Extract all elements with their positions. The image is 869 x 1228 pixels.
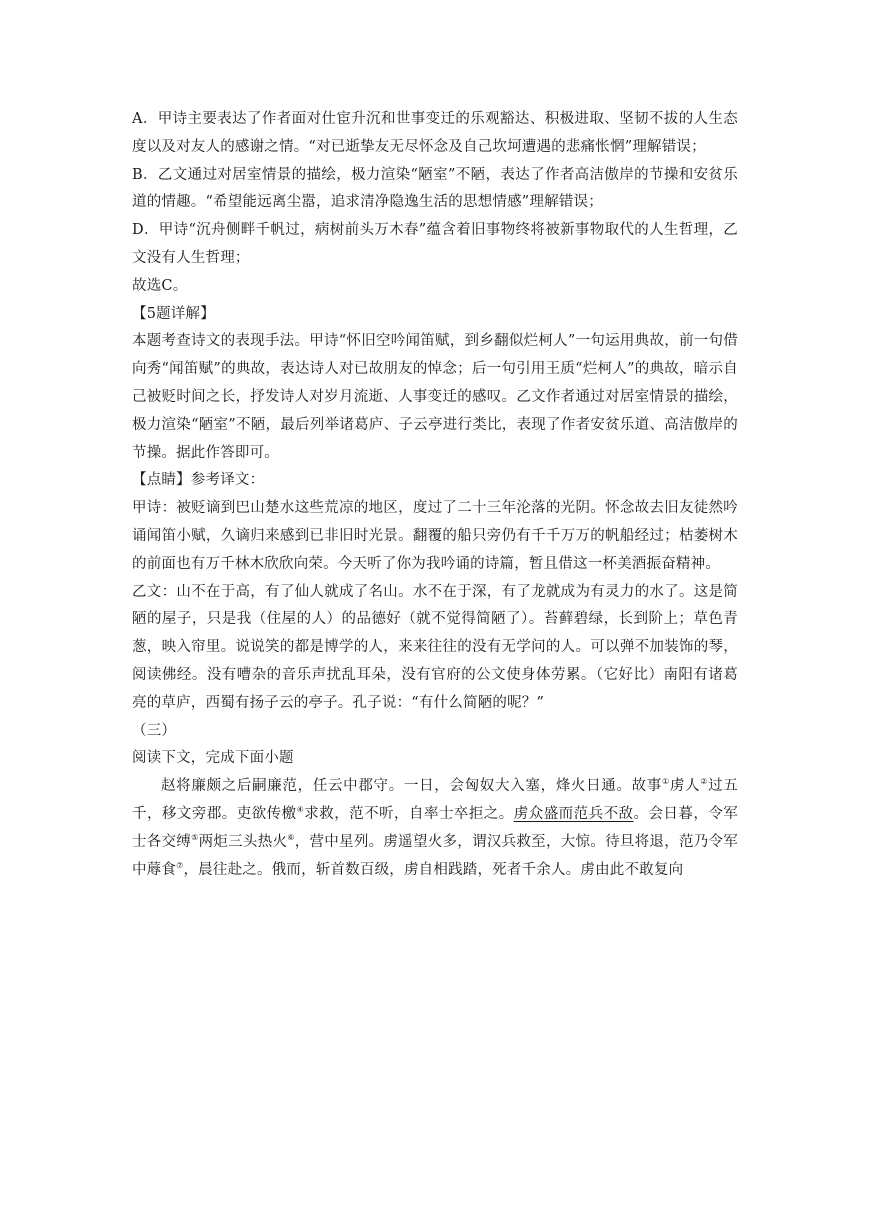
passage-emphasized-word: 会 (449, 778, 465, 795)
option-d-analysis: D．甲诗“沉舟侧畔千帆过，病树前头万木春”蕴含着旧事物终将被新事物取代的人生哲理，乙文没有人生哲理； (132, 222, 738, 266)
passage-text: 匈奴大入塞，烽火日通。故事 (464, 778, 663, 795)
section-heading: （三） (132, 722, 177, 739)
underlined-sentence: 虏众盛而范兵不敌 (513, 805, 634, 822)
passage-text: 过五千，移文旁郡。吏欲传檄 (132, 778, 739, 822)
passage-text: ，营中星列。虏遥望火多，谓汉兵救至，大惊。待旦将退，范乃令军中蓐食 (132, 833, 739, 878)
option-a-analysis: A．甲诗主要表达了作者面对仕宦升沉和世事变迁的乐观豁达、积极进取、坚韧不拔的人生态度以及对友人的感谢之情。“对已逝挚友无尽怀念及自己坎坷遭遇的悲痛怅惘”理解错误； (132, 111, 738, 155)
document-page (132, 106, 738, 884)
footnote-marker: ⑥ (287, 832, 295, 842)
passage-text: 赵将廉颇之后嗣廉范，任云中郡守。一日， (161, 778, 450, 795)
q5-explanation: 本题考查诗文的表现手法。甲诗“怀旧空吟闻笛赋，到乡翻似烂柯人”一句运用典故，前一句借向秀“闻笛赋”的典故，表达诗人对已故朋友的悼念；后一句引用王质“烂柯人”的典故，暗示自己被贬时间之长，抒发诗人对岁月流逝、人事变迁的感叹。乙文作者通过对居室情景的描绘，极力渲染“陋室”不陋，最后列举诸葛庐、子云亭进行类比，表现了作者安贫乐道、高洁傲岸的节操。据此作答即可。 (132, 333, 738, 461)
translation-essay-yi: 乙文：山不在于高，有了仙人就成了名山。水不在于深，有了龙就成为有灵力的水了。这是简陋的屋子，只是我（住屋的人）的品德好（就不觉得简陋了）。苔藓碧绿，长到阶上；草色青葱，映入帘里。说说笑的都是博学的人，来来往往的没有无学问的人。可以弹不加装饰的琴，阅读佛经。没有嘈杂的音乐声扰乱耳朵，没有官府的公文使身体劳累。（它好比）南阳有诸葛亮的草庐，西蜀有扬子云的亭子。孔子说：“有什么简陋的呢？” (132, 583, 738, 711)
dianjing-heading: 【点睛】参考译文： (132, 472, 265, 489)
footnote-marker: ② (700, 777, 709, 787)
footnote-marker: ⑦ (176, 860, 184, 870)
q5-heading: 【5题详解】 (132, 305, 215, 322)
translation-poem-jia: 甲诗：被贬谪到巴山楚水这些荒凉的地区，度过了二十三年沦落的光阴。怀念故去旧友徒然吟诵闻笛小赋，久谪归来感到已非旧时光景。翻覆的船只旁仍有千千万万的帆船经过；枯萎树木的前面也有万千林木欣欣向荣。今天听了你为我吟诵的诗篇，暂且借这一杯美酒振奋精神。 (132, 500, 738, 572)
passage-text: 求救，范不听，自率士卒拒之。 (304, 805, 514, 822)
passage-text: 。会日暮，令军士各交缚 (132, 805, 738, 850)
footnote-marker: ① (662, 777, 670, 787)
footnote-marker: ⑤ (191, 832, 199, 842)
reading-instruction: 阅读下文，完成下面小题 (132, 750, 294, 767)
footnote-marker: ④ (296, 804, 305, 814)
option-b-analysis: B．乙文通过对居室情景的描绘，极力渲染“陋室”不陋，表达了作者高洁傲岸的节操和安贫乐道的情趣。“希望能远离尘嚣，追求清净隐逸生活的思想情感”理解错误； (132, 166, 738, 211)
classical-passage (132, 773, 738, 884)
answer-choice: 故选C。 (132, 277, 188, 294)
passage-text: ，晨往赴之。俄而，斩首数百级，虏自相践踏，死者千余人。虏由此不敢复向 (183, 861, 684, 878)
passage-text: 两炬三头热火 (198, 833, 288, 850)
passage-text: 虏人 (669, 778, 701, 795)
